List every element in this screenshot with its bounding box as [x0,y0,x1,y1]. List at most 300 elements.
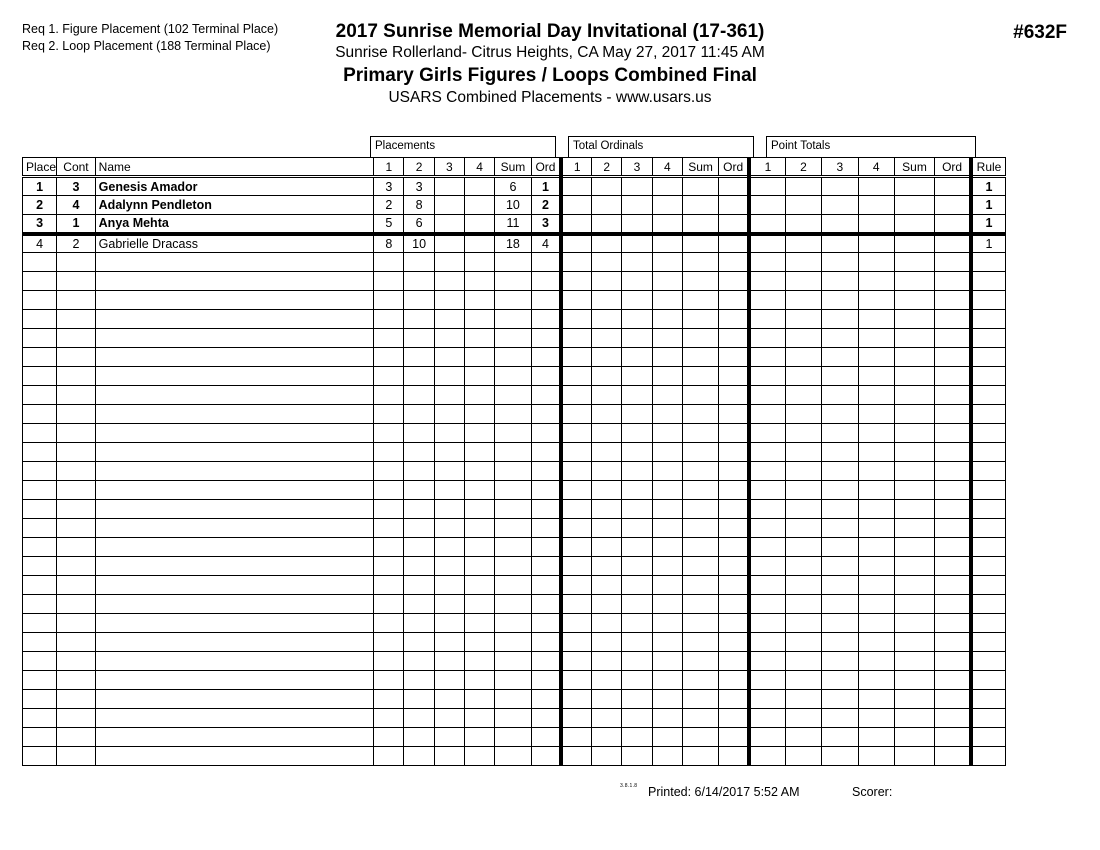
cell-empty [592,747,622,766]
cell-toord [719,215,749,234]
cell-to2 [592,196,622,215]
cell-empty [749,310,785,329]
cell-empty [858,614,894,633]
cell-empty [749,652,785,671]
cell-to3 [622,234,652,253]
cell-empty [682,310,718,329]
cell-empty [23,272,57,291]
cell-empty [652,272,682,291]
cell-empty [495,652,531,671]
cell-empty [404,348,434,367]
cell-empty [495,310,531,329]
cell-empty [622,329,652,348]
cell-empty [622,462,652,481]
page-footer [22,781,1006,803]
cell-empty [95,519,374,538]
cell-empty [465,671,495,690]
table-row-empty [23,690,1006,709]
cell-empty [894,538,934,557]
cell-ptsum [894,177,934,196]
cell-empty [652,500,682,519]
cell-empty [495,500,531,519]
cell-empty [531,272,561,291]
cell-empty [622,481,652,500]
cell-empty [465,272,495,291]
cell-empty [894,348,934,367]
cell-empty [682,348,718,367]
cell-empty [785,253,821,272]
cell-pt2 [785,234,821,253]
cell-empty [531,462,561,481]
cell-empty [57,652,95,671]
cell-empty [592,348,622,367]
cell-ptord [935,196,971,215]
cell-empty [822,595,858,614]
cell-empty [894,595,934,614]
cell-empty [719,253,749,272]
cell-empty [57,595,95,614]
cell-empty [23,728,57,747]
cell-empty [404,443,434,462]
cell-empty [561,671,591,690]
table-row-empty [23,747,1006,766]
cell-empty [531,329,561,348]
cell-empty [719,329,749,348]
cell-empty [652,557,682,576]
cell-empty [935,310,971,329]
cell-empty [531,709,561,728]
cell-empty [682,462,718,481]
cell-empty [935,557,971,576]
cell-empty [682,443,718,462]
cell-tosum [682,215,718,234]
header-total-ordinals-sum: Sum [682,158,718,177]
cell-empty [682,386,718,405]
table-row-empty [23,538,1006,557]
cell-empty [682,405,718,424]
cell-empty [495,253,531,272]
cell-empty [95,291,374,310]
cell-pt1 [749,196,785,215]
cell-empty [894,747,934,766]
requirement-line-2: Req 2. Loop Placement (188 Terminal Place) [22,39,271,53]
cell-empty [495,519,531,538]
cell-empty [749,329,785,348]
cell-empty [858,481,894,500]
cell-empty [971,652,1005,671]
cell-empty [495,557,531,576]
cell-empty [719,614,749,633]
cell-empty [495,728,531,747]
cell-empty [935,595,971,614]
cell-empty [495,481,531,500]
cell-empty [495,671,531,690]
cell-to4 [652,196,682,215]
cell-place: 1 [23,177,57,196]
page-header [0,0,1100,120]
cell-empty [749,481,785,500]
cell-empty [622,595,652,614]
cell-empty [719,538,749,557]
cell-empty [374,253,404,272]
cell-name: Gabrielle Dracass [95,234,374,253]
cell-empty [592,443,622,462]
cell-empty [434,671,464,690]
cell-empty [785,633,821,652]
cell-empty [971,462,1005,481]
cell-empty [822,557,858,576]
cell-empty [374,538,404,557]
table-header-row [23,158,1006,177]
cell-empty [434,557,464,576]
cell-empty [622,500,652,519]
cell-empty [495,443,531,462]
cell-empty [652,690,682,709]
cell-empty [622,633,652,652]
cell-empty [23,329,57,348]
cell-empty [719,481,749,500]
cell-empty [57,272,95,291]
cell-empty [785,405,821,424]
cell-empty [561,348,591,367]
cell-empty [622,424,652,443]
cell-empty [561,424,591,443]
cell-empty [374,481,404,500]
cell-empty [531,424,561,443]
cell-empty [465,405,495,424]
cell-pl3 [434,177,464,196]
cell-empty [531,481,561,500]
cell-empty [531,671,561,690]
table-row-empty [23,500,1006,519]
requirement-line-1: Req 1. Figure Placement (102 Terminal Place) [22,22,279,36]
cell-empty [971,728,1005,747]
cell-empty [23,614,57,633]
cell-empty [561,272,591,291]
cell-empty [495,690,531,709]
cell-empty [95,671,374,690]
cell-empty [374,557,404,576]
cell-empty [495,709,531,728]
cell-cont: 1 [57,215,95,234]
cell-empty [23,424,57,443]
cell-empty [23,348,57,367]
cell-pt1 [749,234,785,253]
cell-empty [531,576,561,595]
cell-rule: 1 [971,215,1005,234]
cell-empty [858,367,894,386]
cell-cont: 3 [57,177,95,196]
cell-empty [894,652,934,671]
cell-empty [495,633,531,652]
cell-empty [652,481,682,500]
cell-empty [592,500,622,519]
cell-empty [465,709,495,728]
group-label-placements: Placements [370,136,556,157]
cell-empty [592,709,622,728]
cell-plord: 4 [531,234,561,253]
cell-empty [858,690,894,709]
cell-empty [858,443,894,462]
cell-empty [652,310,682,329]
cell-empty [894,443,934,462]
cell-empty [652,614,682,633]
cell-empty [935,443,971,462]
cell-empty [404,329,434,348]
cell-empty [719,291,749,310]
cell-empty [57,405,95,424]
cell-empty [374,424,404,443]
cell-empty [434,728,464,747]
cell-to2 [592,177,622,196]
cell-empty [749,728,785,747]
cell-empty [23,462,57,481]
cell-empty [719,747,749,766]
cell-empty [404,557,434,576]
cell-empty [434,614,464,633]
cell-empty [652,595,682,614]
cell-plsum: 10 [495,196,531,215]
cell-empty [682,253,718,272]
cell-empty [434,443,464,462]
cell-empty [531,614,561,633]
cell-empty [495,595,531,614]
cell-empty [23,576,57,595]
cell-cont: 4 [57,196,95,215]
cell-empty [495,538,531,557]
cell-empty [561,652,591,671]
cell-empty [652,386,682,405]
cell-empty [822,481,858,500]
cell-empty [652,329,682,348]
cell-empty [858,557,894,576]
header-point-totals-judge-2: 2 [785,158,821,177]
cell-empty [622,747,652,766]
cell-empty [23,405,57,424]
cell-empty [374,329,404,348]
cell-empty [465,652,495,671]
cell-empty [465,310,495,329]
cell-place: 3 [23,215,57,234]
cell-empty [971,671,1005,690]
cell-empty [719,557,749,576]
cell-plord: 3 [531,215,561,234]
cell-pt4 [858,215,894,234]
cell-pl4 [465,177,495,196]
cell-empty [374,652,404,671]
cell-empty [57,253,95,272]
cell-empty [531,291,561,310]
cell-toord [719,196,749,215]
cell-empty [57,386,95,405]
cell-empty [495,614,531,633]
cell-empty [404,728,434,747]
cell-empty [404,462,434,481]
cell-empty [858,538,894,557]
header-placements-judge-1: 1 [374,158,404,177]
cell-empty [785,690,821,709]
cell-rule: 1 [971,234,1005,253]
cell-empty [23,538,57,557]
group-label-total-ordinals: Total Ordinals [568,136,754,157]
cell-empty [858,709,894,728]
cell-name: Genesis Amador [95,177,374,196]
cell-empty [465,576,495,595]
cell-empty [971,747,1005,766]
header-point-totals-judge-1: 1 [749,158,785,177]
cell-empty [682,329,718,348]
cell-empty [935,500,971,519]
cell-name: Anya Mehta [95,215,374,234]
cell-to3 [622,196,652,215]
cell-empty [592,633,622,652]
cell-empty [465,386,495,405]
cell-empty [622,690,652,709]
cell-empty [622,386,652,405]
cell-empty [935,329,971,348]
cell-empty [749,538,785,557]
cell-empty [894,253,934,272]
cell-empty [374,690,404,709]
cell-empty [822,367,858,386]
cell-empty [404,386,434,405]
cell-empty [561,481,591,500]
table-body [23,177,1006,766]
cell-empty [894,367,934,386]
cell-empty [23,747,57,766]
cell-empty [719,348,749,367]
cell-plord: 2 [531,196,561,215]
cell-empty [592,462,622,481]
table-row-empty [23,424,1006,443]
cell-empty [404,652,434,671]
cell-empty [374,405,404,424]
cell-empty [561,329,591,348]
cell-empty [971,386,1005,405]
cell-empty [785,538,821,557]
cell-empty [749,424,785,443]
cell-empty [682,557,718,576]
cell-empty [592,614,622,633]
cell-empty [465,614,495,633]
cell-empty [95,329,374,348]
cell-empty [719,690,749,709]
cell-empty [971,329,1005,348]
cell-empty [682,367,718,386]
cell-empty [719,272,749,291]
cell-empty [971,291,1005,310]
cell-empty [465,424,495,443]
cell-empty [374,386,404,405]
cell-pl2: 8 [404,196,434,215]
cell-empty [404,253,434,272]
cell-empty [374,747,404,766]
cell-empty [465,481,495,500]
cell-empty [785,291,821,310]
cell-empty [465,462,495,481]
cell-empty [719,443,749,462]
header-total-ordinals-judge-1: 1 [561,158,591,177]
cell-empty [561,367,591,386]
cell-empty [935,690,971,709]
cell-plsum: 6 [495,177,531,196]
cell-empty [495,576,531,595]
cell-empty [622,538,652,557]
cell-empty [894,462,934,481]
cell-empty [57,747,95,766]
cell-empty [561,747,591,766]
cell-empty [374,291,404,310]
cell-pl1: 8 [374,234,404,253]
cell-empty [935,405,971,424]
cell-empty [858,405,894,424]
cell-empty [57,424,95,443]
cell-empty [57,557,95,576]
cell-empty [785,348,821,367]
cell-empty [622,519,652,538]
cell-plsum: 18 [495,234,531,253]
cell-empty [465,747,495,766]
cell-empty [894,272,934,291]
cell-pl4 [465,215,495,234]
cell-empty [592,329,622,348]
cell-empty [622,557,652,576]
cell-empty [374,462,404,481]
cell-empty [531,538,561,557]
cell-empty [404,576,434,595]
cell-empty [785,519,821,538]
cell-empty [531,253,561,272]
cell-empty [95,576,374,595]
cell-empty [434,595,464,614]
cell-empty [822,633,858,652]
cell-empty [894,386,934,405]
cell-pl1: 3 [374,177,404,196]
cell-empty [858,424,894,443]
header-placements-ord: Ord [531,158,561,177]
cell-empty [682,614,718,633]
cell-empty [971,272,1005,291]
cell-empty [592,291,622,310]
cell-empty [57,367,95,386]
cell-empty [749,747,785,766]
cell-pl3 [434,215,464,234]
table-row-empty [23,614,1006,633]
cell-empty [592,253,622,272]
table-row-empty [23,310,1006,329]
cell-empty [971,348,1005,367]
cell-empty [785,595,821,614]
cell-empty [971,633,1005,652]
cell-empty [935,462,971,481]
cell-empty [785,728,821,747]
cell-empty [592,538,622,557]
cell-empty [95,386,374,405]
cell-pt2 [785,215,821,234]
cell-empty [822,386,858,405]
cell-empty [404,291,434,310]
cell-empty [822,614,858,633]
competition-title: 2017 Sunrise Memorial Day Invitational (17-361) [335,21,765,42]
cell-empty [23,519,57,538]
cell-empty [592,405,622,424]
cell-empty [652,424,682,443]
cell-empty [404,310,434,329]
cell-to1 [561,234,591,253]
cell-empty [822,652,858,671]
cell-empty [465,500,495,519]
cell-empty [561,310,591,329]
